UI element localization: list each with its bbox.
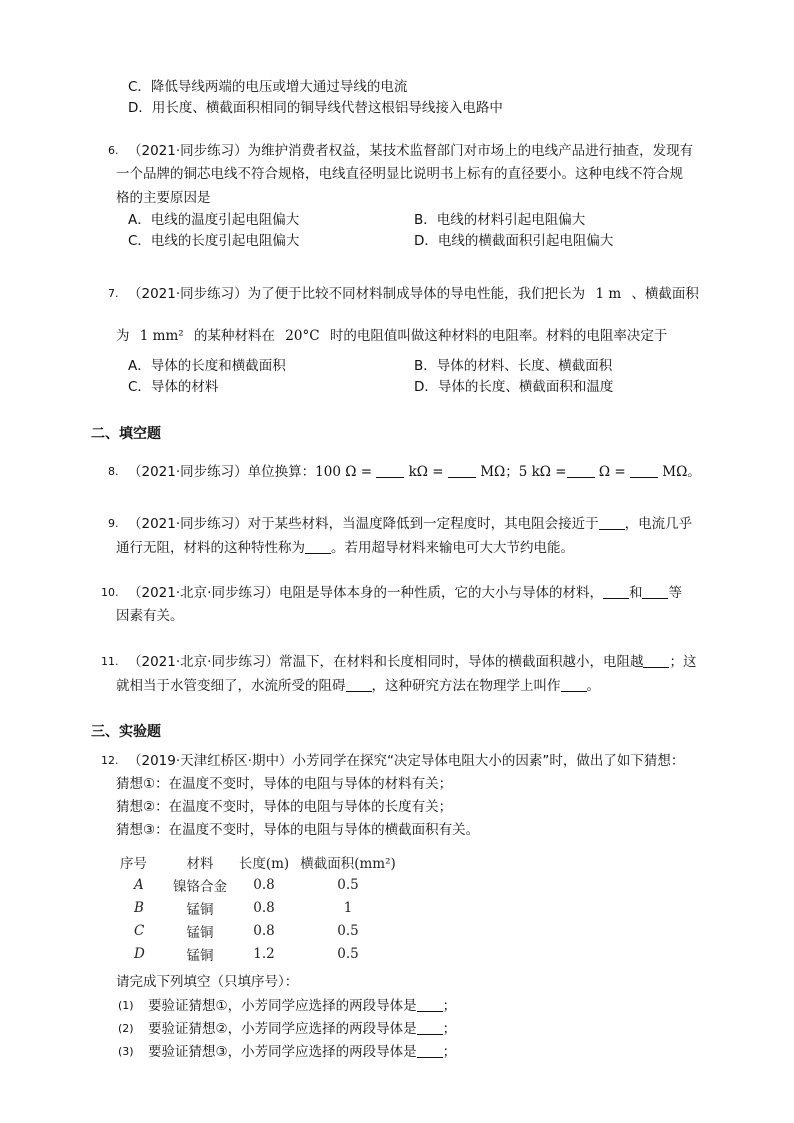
text-segment: （2021·北京·同步练习）常温下，在材料和长度相同时，导体的横截面积越小，电阻越 [128,654,644,670]
question-text [116,676,600,696]
table-cell: D [134,945,145,962]
option-b: B．电线的材料引起电阻偏大 [414,212,586,228]
sub-question [148,1019,456,1039]
text-segment: 要验证猜想③，小芳同学应选择的两段导体是 [148,1044,417,1060]
text-segment: 就相当于水管变细了，水流所受的阻碍 [116,678,346,694]
text-segment: 和 [628,585,643,601]
value: 5 kΩ = [518,464,567,480]
option-d-prev: D．用长度、横截面积相同的铜导线代替这根铝导线接入电路中 [128,100,503,116]
sub-question [148,996,456,1016]
text-segment: 要验证猜想②，小芳同学应选择的两段导体是 [148,1021,417,1037]
unit: kΩ = [408,464,444,480]
table-header: 材料 [186,855,214,872]
table-cell: 0.8 [253,876,275,893]
answer-blank [417,997,443,1012]
table-row [120,942,404,965]
answer-blank [603,584,629,599]
option-a: A．电线的温度引起电阻偏大 [128,212,300,228]
length-value: 1 m [595,286,622,302]
table-row [120,873,404,896]
data-table [120,850,404,965]
text-segment: 等 [668,585,682,601]
hypothesis-2: 猜想②：在温度不变时，导体的电阻与导体的长度有关； [116,799,453,815]
question-text [128,284,699,304]
text-segment: 通行无阻，材料的这种特性称为 [116,540,305,556]
text-segment: 。若用超导材料来输电可大大节约电能。 [331,540,574,556]
answer-blank [448,463,476,478]
option-c: C．导体的材料 [128,379,219,395]
table-cell: 锰铜 [186,947,214,964]
answer-blank [346,677,372,692]
answer-blank [642,584,668,599]
temperature-value: 20°C [285,328,320,344]
option-c: C．电线的长度引起电阻偏大 [128,233,300,249]
question-text: 一个品牌的铜芯电线不符合规格，电线直径明显比说明书上标有的直径要小。这种电线不符合规 [116,166,683,182]
question-number: 8. [108,465,119,478]
question-number: 6. [108,144,119,157]
table-cell: 1 [343,899,353,916]
text-segment: 的某种材料在 [194,328,275,344]
answer-blank [417,1043,443,1058]
answer-blank [567,463,595,478]
value: 100 Ω = [315,464,373,480]
option-b: B．导体的材料、长度、横截面积 [414,358,613,374]
question-text [128,583,682,603]
answer-blank [630,463,658,478]
hypothesis-1: 猜想①：在温度不变时，导体的电阻与导体的材料有关； [116,776,453,792]
table-cell: A [134,876,144,893]
question-number: 11. [101,655,119,668]
text-segment: 。 [586,678,600,694]
sub-question-number: (2) [118,1022,134,1035]
question-text [116,326,667,346]
question-text [116,538,574,558]
hypothesis-3: 猜想③：在温度不变时，导体的电阻与导体的横截面积有关。 [116,822,480,838]
question-number: 7. [108,287,119,300]
question-text: （2019·天津红桥区·期中）小芳同学在探究“决定导体电阻大小的因素”时，做出了如下猜想： [128,753,685,769]
section-heading: 三、实验题 [91,724,161,740]
text-segment: （2021·同步练习）对于某些材料，当温度降低到一定程度时，其电阻会接近于 [128,516,599,532]
text-segment: （2021·北京·同步练习）电阻是导体本身的一种性质，它的大小与导体的材料， [128,585,603,601]
question-text [128,514,692,534]
text-segment: （2021·同步练习）单位换算： [128,464,316,480]
table-header: 横截面积(mm²) [300,855,396,872]
option-c-prev: C．降低导线两端的电压或增大通过导线的电流 [128,79,408,95]
text-segment: ，这种研究方法在物理学上叫作 [371,678,561,694]
table-cell: 1.2 [253,945,275,962]
table-cell: 0.8 [253,922,275,939]
table-row [120,896,404,919]
table-cell: 锰铜 [186,901,214,918]
option-d: D．导体的长度、横截面积和温度 [414,379,614,395]
instructions: 请完成下列填空（只填序号）： [116,974,299,990]
option-a: A．导体的长度和横截面积 [128,358,286,374]
text-segment: ； [442,1021,457,1037]
text-segment: 要验证猜想①，小芳同学应选择的两段导体是 [148,998,417,1014]
text-segment: ；这 [669,654,697,670]
unit: MΩ； [480,464,519,480]
question-number: 12. [101,754,119,767]
question-number: 9. [108,517,119,530]
table-cell: C [134,922,145,939]
option-d: D．电线的横截面积引起电阻偏大 [414,233,614,249]
answer-blank [599,515,625,530]
text-segment: ，电流几乎 [624,516,693,532]
table-header: 长度(m) [238,855,290,872]
text-segment: 为 [116,328,130,344]
area-value: 1 mm² [139,328,184,344]
unit: Ω = [598,464,626,480]
table-cell: 0.8 [253,899,275,916]
answer-blank [376,463,404,478]
table-cell: 0.5 [337,876,359,893]
text-segment: 时的电阻值叫做这种材料的电阻率。材料的电阻率决定于 [329,328,668,344]
text-segment: 、横截面积 [631,286,699,302]
table-cell: 锰铜 [186,924,214,941]
table-cell: 0.5 [337,922,359,939]
question-number: 10. [101,586,119,599]
answer-blank [643,653,669,668]
question-text [128,462,701,482]
answer-blank [561,677,587,692]
section-heading: 二、填空题 [91,426,161,442]
text-segment: ； [442,998,457,1014]
text-segment: ； [442,1044,457,1060]
unit: MΩ。 [662,464,701,480]
sub-question [148,1042,456,1062]
table-cell: 镍铬合金 [173,878,227,895]
question-text: 格的主要原因是 [116,190,211,206]
table-header: 序号 [120,855,147,872]
question-text [128,652,696,672]
answer-blank [305,539,331,554]
table-header-row [120,850,404,873]
table-cell: B [134,899,144,916]
table-row [120,919,404,942]
sub-question-number: (1) [118,999,134,1012]
question-text: （2021·同步练习）为维护消费者权益，某技术监督部门对市场上的电线产品进行抽查，发现有 [128,143,694,159]
table-cell: 0.5 [337,945,359,962]
sub-question-number: (3) [118,1045,134,1058]
answer-blank [417,1020,443,1035]
question-text: 因素有关。 [116,608,184,624]
text-segment: （2021·同步练习）为了便于比较不同材料制成导体的导电性能，我们把长为 [128,286,586,302]
